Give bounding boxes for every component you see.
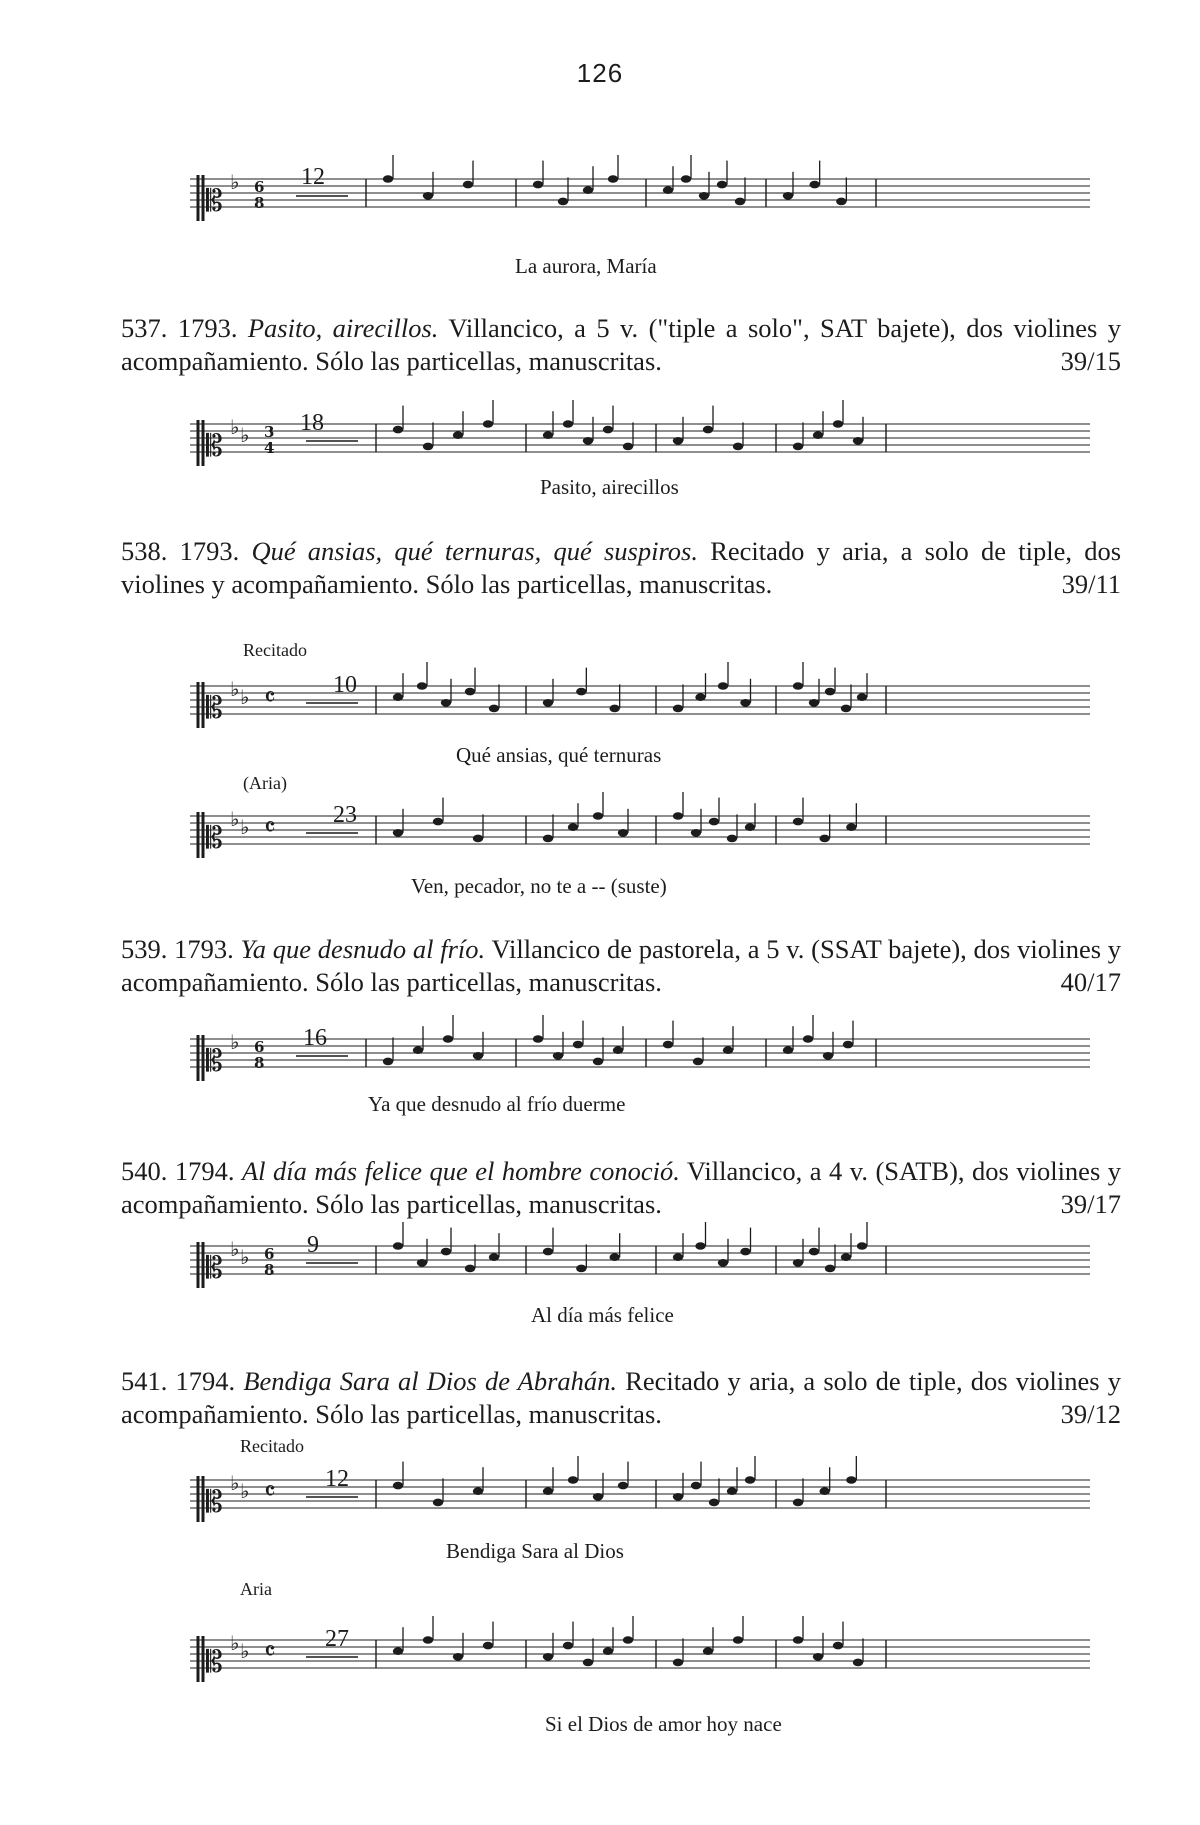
incipit-text: Pasito, airecillos bbox=[540, 475, 679, 499]
svg-text:𝄡: 𝄡 bbox=[206, 1044, 223, 1079]
svg-text:6: 6 bbox=[254, 178, 265, 196]
incipit-text: Ven, pecador, no te a -- (suste) bbox=[411, 874, 667, 898]
svg-text:♭: ♭ bbox=[240, 1479, 250, 1503]
svg-text:♭: ♭ bbox=[240, 685, 250, 709]
entry-number: 540. bbox=[121, 1156, 168, 1186]
svg-text:6: 6 bbox=[264, 1245, 275, 1263]
incipit-text: Ya que desnudo al frío duerme bbox=[368, 1092, 626, 1116]
svg-text:8: 8 bbox=[254, 194, 265, 212]
entry-title: Pasito, airecillos. bbox=[247, 313, 439, 343]
catalog-entry-537 bbox=[121, 312, 1121, 378]
entry-title: Al día más felice que el hombre conoció. bbox=[242, 1156, 680, 1186]
svg-text:4: 4 bbox=[264, 439, 275, 457]
archive-reference: 39/12 bbox=[1060, 1399, 1121, 1429]
archive-reference: 39/17 bbox=[1060, 1189, 1121, 1219]
entry-title: Bendiga Sara al Dios de Abrahán. bbox=[243, 1366, 618, 1396]
incipit-text: Bendiga Sara al Dios bbox=[446, 1539, 624, 1563]
measure-count: 10 bbox=[333, 672, 357, 698]
svg-text:♭: ♭ bbox=[230, 1471, 240, 1495]
entry-year: 1793. bbox=[177, 313, 238, 343]
measure-count: 23 bbox=[333, 802, 357, 828]
music-staff bbox=[0, 1232, 1200, 1292]
svg-text:♭: ♭ bbox=[230, 1030, 240, 1054]
svg-text:𝄡: 𝄡 bbox=[206, 821, 223, 856]
incipit-text: Qué ansias, qué ternuras bbox=[456, 743, 662, 767]
svg-text:𝄴: 𝄴 bbox=[264, 683, 276, 713]
svg-text:𝄴: 𝄴 bbox=[264, 813, 276, 843]
page-number: 126 bbox=[576, 58, 624, 88]
section-label-recitado: Recitado bbox=[243, 640, 307, 660]
svg-text:♭: ♭ bbox=[240, 423, 250, 447]
svg-text:𝄡: 𝄡 bbox=[206, 691, 223, 726]
catalog-entry-541 bbox=[121, 1365, 1121, 1431]
svg-text:6: 6 bbox=[254, 1038, 265, 1056]
section-label-aria: (Aria) bbox=[243, 773, 287, 793]
entry-year: 1793. bbox=[179, 536, 240, 566]
svg-text:♭: ♭ bbox=[240, 1245, 250, 1269]
incipit-text: Al día más felice bbox=[531, 1303, 674, 1327]
svg-text:𝄡: 𝄡 bbox=[206, 429, 223, 464]
svg-text:♭: ♭ bbox=[230, 677, 240, 701]
measure-count: 9 bbox=[307, 1232, 319, 1258]
measure-count: 16 bbox=[303, 1025, 327, 1051]
music-staff bbox=[0, 1025, 1200, 1085]
section-label-recitado: Recitado bbox=[240, 1436, 304, 1456]
entry-year: 1794. bbox=[175, 1366, 236, 1396]
entry-description: Recitado y aria, a solo de tiple, dos violines y acompañamiento. Sólo las particellas, manuscritas. bbox=[121, 1366, 1122, 1429]
archive-reference: 39/15 bbox=[1060, 346, 1121, 376]
svg-text:3: 3 bbox=[264, 423, 275, 441]
measure-count: 18 bbox=[300, 410, 324, 436]
svg-text:♭: ♭ bbox=[230, 1237, 240, 1261]
music-staff bbox=[0, 672, 1200, 732]
svg-text:♭: ♭ bbox=[230, 807, 240, 831]
svg-text:♭: ♭ bbox=[230, 415, 240, 439]
entry-number: 541. bbox=[121, 1366, 168, 1396]
archive-reference: 39/11 bbox=[1061, 569, 1121, 599]
archive-reference: 40/17 bbox=[1060, 967, 1121, 997]
entry-description: Villancico de pastorela, a 5 v. (SSAT bajete), dos violines y acompañamiento. Sólo las particellas, manuscritas. bbox=[121, 934, 1122, 997]
measure-count: 12 bbox=[301, 164, 325, 190]
svg-text:8: 8 bbox=[264, 1261, 275, 1279]
measure-count: 27 bbox=[325, 1626, 349, 1652]
entry-number: 539. bbox=[121, 934, 168, 964]
entry-description: Recitado y aria, a solo de tiple, dos violines y acompañamiento. Sólo las particellas, manuscritas. bbox=[121, 536, 1122, 599]
svg-text:♭: ♭ bbox=[240, 815, 250, 839]
music-staff bbox=[0, 165, 1200, 225]
entry-number: 538. bbox=[121, 536, 168, 566]
entry-title: Qué ansias, qué ternuras, qué suspiros. bbox=[251, 536, 699, 566]
svg-text:♭: ♭ bbox=[230, 1631, 240, 1655]
entry-description: Villancico, a 4 v. (SATB), dos violines y acompañamiento. Sólo las particellas, manuscritas. bbox=[121, 1156, 1122, 1219]
svg-text:𝄡: 𝄡 bbox=[206, 1645, 223, 1680]
svg-text:𝄴: 𝄴 bbox=[264, 1477, 276, 1507]
catalog-entry-540 bbox=[121, 1155, 1121, 1221]
music-staff bbox=[0, 802, 1200, 862]
entry-year: 1793. bbox=[174, 934, 234, 964]
svg-text:𝄡: 𝄡 bbox=[206, 184, 223, 219]
measure-count: 12 bbox=[325, 1466, 349, 1492]
svg-text:8: 8 bbox=[254, 1054, 265, 1072]
svg-text:𝄡: 𝄡 bbox=[206, 1251, 223, 1286]
incipit-text: Si el Dios de amor hoy nace bbox=[545, 1712, 782, 1736]
music-staff bbox=[0, 1626, 1200, 1686]
catalog-entry-539 bbox=[121, 933, 1121, 999]
entry-title: Ya que desnudo al frío. bbox=[240, 934, 486, 964]
incipit-text: La aurora, María bbox=[515, 254, 657, 278]
entry-description: Villancico, a 5 v. ("tiple a solo", SAT bajete), dos violines y acompañamiento. Sólo las particellas, manuscritas. bbox=[121, 313, 1122, 376]
svg-text:𝄴: 𝄴 bbox=[264, 1637, 276, 1667]
section-label-aria: Aria bbox=[240, 1579, 272, 1599]
music-staff bbox=[0, 410, 1200, 470]
svg-text:♭: ♭ bbox=[240, 1639, 250, 1663]
music-staff bbox=[0, 1466, 1200, 1526]
svg-text:𝄡: 𝄡 bbox=[206, 1485, 223, 1520]
catalog-entry-538 bbox=[121, 535, 1121, 601]
svg-text:♭: ♭ bbox=[230, 170, 240, 194]
entry-year: 1794. bbox=[174, 1156, 235, 1186]
entry-number: 537. bbox=[121, 313, 168, 343]
